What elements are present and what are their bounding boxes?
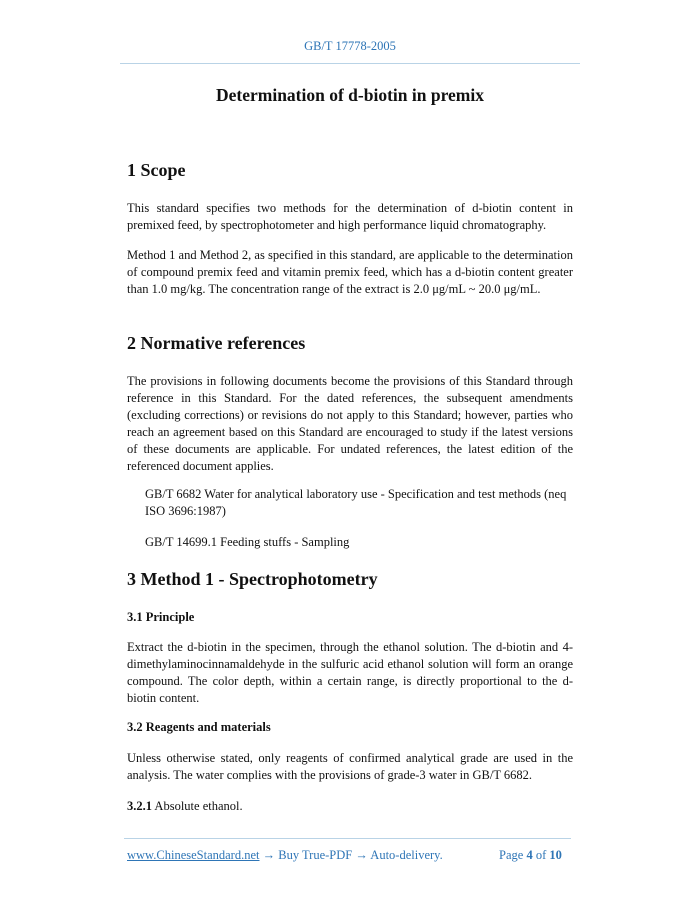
header-rule bbox=[120, 63, 580, 64]
principle-paragraph: Extract the d-biotin in the specimen, through the ethanol solution. The d-biotin and 4-dimethylaminocinnamaldehyde in the sulfuric acid ethanol solution will form an orange compound. The color depth, within a certain range, is directly proportional to the d-biotin content. bbox=[127, 640, 573, 705]
subsection-heading-reagents: 3.2 Reagents and materials bbox=[127, 720, 271, 734]
footer-promo bbox=[127, 848, 443, 863]
subsection-heading-principle: 3.1 Principle bbox=[127, 610, 195, 624]
section-heading-method1: 3 Method 1 - Spectrophotometry bbox=[127, 569, 378, 589]
header-doc-id: GB/T 17778-2005 bbox=[304, 39, 396, 53]
page-indicator bbox=[499, 848, 562, 863]
footer-promo-text: → Buy True-PDF → Auto-delivery. bbox=[259, 848, 443, 862]
page-total: 10 bbox=[549, 848, 562, 862]
reference-item: GB/T 14699.1 Feeding stuffs - Sampling bbox=[145, 535, 350, 549]
reagent-item-number: 3.2.1 bbox=[127, 799, 152, 813]
section-heading-scope: 1 Scope bbox=[127, 160, 186, 180]
page-title: Determination of d-biotin in premix bbox=[215, 85, 484, 105]
section-heading-normative: 2 Normative references bbox=[127, 333, 306, 353]
normative-paragraph: The provisions in following documents become the provisions of this Standard through reference in this Standard. For the dated references, the subsequent amendments (excluding corrections) or revisions do not apply to this Standard; however, parties who reach an agreement based on this Standard are encouraged to study if the latest versions of these documents are applicable. For undated references, the latest edition of the referenced document applies. bbox=[127, 374, 573, 473]
footer-rule bbox=[124, 838, 571, 839]
scope-paragraph-2: Method 1 and Method 2, as specified in this standard, are applicable to the determination of compound premix feed and vitamin premix feed, which has a d-biotin content greater than 1.0 mg/kg. The concentration range of the extract is 2.0 μg/mL ~ 20.0 μg/mL. bbox=[127, 248, 573, 296]
footer-link[interactable]: www.ChineseStandard.net bbox=[127, 848, 260, 862]
page-current: 4 bbox=[526, 848, 533, 862]
reference-item: GB/T 6682 Water for analytical laboratory use - Specification and test methods (neq ISO 3696:1987) bbox=[145, 487, 567, 518]
page-of: of bbox=[532, 848, 550, 862]
reagent-item-text: Absolute ethanol. bbox=[152, 799, 243, 813]
reagents-paragraph: Unless otherwise stated, only reagents of confirmed analytical grade are used in the analysis. The water complies with the provisions of grade-3 water in GB/T 6682. bbox=[127, 751, 573, 782]
reagent-item bbox=[127, 798, 573, 815]
scope-paragraph-1: This standard specifies two methods for the determination of d-biotin content in premixed feed, by spectrophotometer and high performance liquid chromatography. bbox=[127, 201, 573, 232]
page-label: Page bbox=[499, 848, 527, 862]
